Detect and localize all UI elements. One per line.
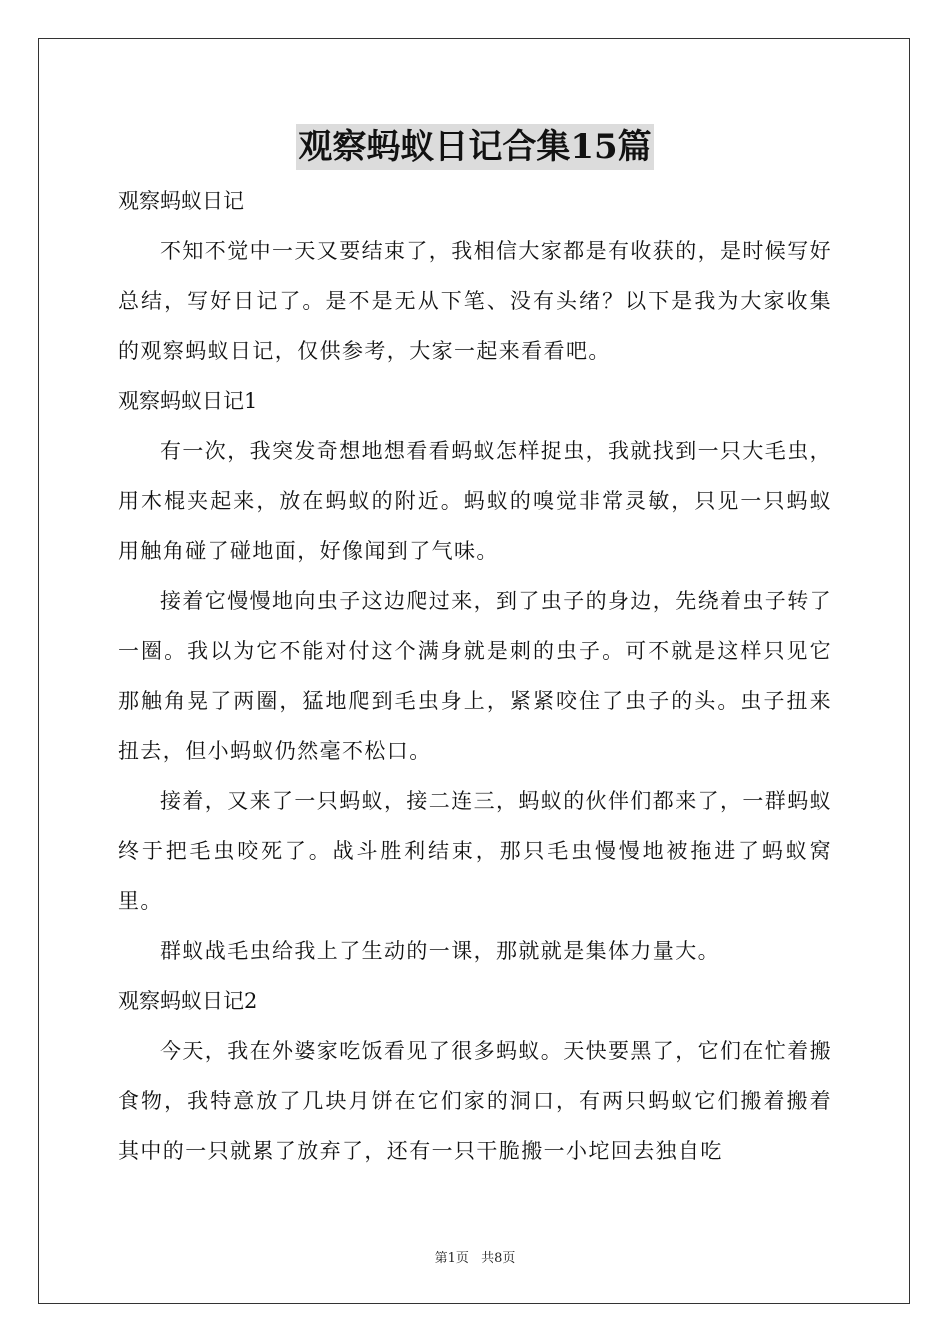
title-container [118,124,832,170]
page-number: 第1页 [434,1251,469,1266]
document-title: 观察蚂蚁日记合集15篇 [296,124,653,170]
paragraph-diary-1-a: 有一次，我突发奇想地想看看蚂蚁怎样捉虫，我就找到一只大毛虫，用木棍夹起来，放在蚂蚁的附近。蚂蚁的嗅觉非常灵敏，只见一只蚂蚁用触角碰了碰地面，好像闻到了气味。 [118,439,832,563]
paragraph-diary-1-c: 接着，又来了一只蚂蚁，接二连三，蚂蚁的伙伴们都来了，一群蚂蚁终于把毛虫咬死了。战斗胜利结束，那只毛虫慢慢地被拖进了蚂蚁窝里。 [118,789,832,913]
section-heading-diary-2: 观察蚂蚁日记2 [118,989,258,1013]
paragraph-diary-1-b: 接着它慢慢地向虫子这边爬过来，到了虫子的身边，先绕着虫子转了一圈。我以为它不能对付这个满身就是刺的虫子。可不就是这样只见它那触角晃了两圈，猛地爬到毛虫身上，紧紧咬住了虫子的头。虫子扭来扭去，但小蚂蚁仍然毫不松口。 [118,589,832,763]
paragraph-diary-2-a: 今天，我在外婆家吃饭看见了很多蚂蚁。天快要黑了，它们在忙着搬食物，我特意放了几块月饼在它们家的洞口，有两只蚂蚁它们搬着搬着其中的一只就累了放弃了，还有一只干脆搬一小坨回去独自吃 [118,1039,832,1163]
document-body [118,124,832,1176]
page-total: 共8页 [481,1251,516,1266]
section-heading-intro: 观察蚂蚁日记 [118,189,244,213]
paragraph-diary-1-d: 群蚁战毛虫给我上了生动的一课，那就就是集体力量大。 [160,939,720,963]
page-footer [0,1247,950,1266]
section-heading-diary-1: 观察蚂蚁日记1 [118,389,258,413]
paragraph-intro: 不知不觉中一天又要结束了，我相信大家都是有收获的，是时候写好总结，写好日记了。是不是无从下笔、没有头绪？以下是我为大家收集的观察蚂蚁日记，仅供参考，大家一起来看看吧。 [118,239,832,363]
